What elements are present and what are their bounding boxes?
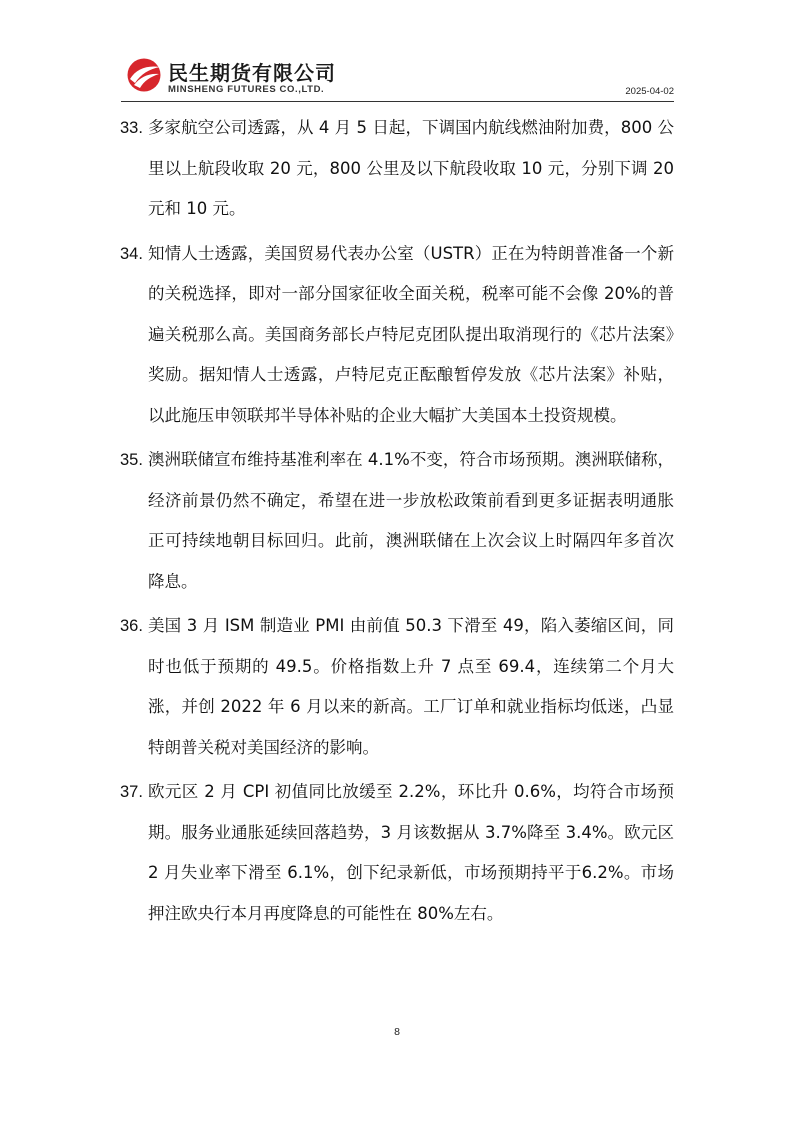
news-item-33 xyxy=(120,108,674,230)
page-header xyxy=(121,56,674,102)
company-name-cn: 民生期货有限公司 xyxy=(168,61,336,85)
item-number: 34. xyxy=(120,244,143,263)
item-text: 多家航空公司透露，从 4 月 5 日起，下调国内航线燃油附加费，800 公里以上航段收取 20 元，800 公里及以下航段收取 10 元，分别下调 20 元和 10 元。 xyxy=(148,118,674,218)
company-name-en: MINSHENG FUTURES CO.,LTD. xyxy=(168,84,325,95)
report-date: 2025-04-02 xyxy=(625,86,674,97)
item-number: 35. xyxy=(120,451,143,469)
item-text: 澳洲联储宣布维持基准利率在 4.1%不变，符合市场预期。澳洲联储称，经济前景仍然不确定，希望在进一步放松政策前看到更多证据表明通胀正可持续地朝目标回归。此前，澳洲联储在上次会议上时隔四年多首次降息。 xyxy=(148,450,674,591)
news-item-35 xyxy=(120,440,674,602)
item-number: 36. xyxy=(120,617,143,635)
news-item-37 xyxy=(120,772,674,934)
item-text: 欧元区 2 月 CPI 初值同比放缓至 2.2%，环比升 0.6%，均符合市场预期。服务业通胀延续回落趋势，3 月该数据从 3.7%降至 3.4%。欧元区 2 月失业率下滑至 6.1%，创下纪录新低，市场预期持平于6.2%。市场押注欧央行本月再度降息的可能性在 80%左右。 xyxy=(148,782,674,923)
item-text: 知情人士透露，美国贸易代表办公室（USTR）正在为特朗普准备一个新的关税选择，即对一部分国家征收全面关税，税率可能不会像 20%的普遍关税那么高。美国商务部长卢特尼克团队提出取消现行的《芯片法案》奖励。据知情人士透露，卢特尼克正酝酿暂停发放《芯片法案》补贴，以此施压申领联邦半导体补贴的企业大幅扩大美国本土投资规模。 xyxy=(148,243,674,425)
header-divider xyxy=(121,101,674,102)
item-number: 37. xyxy=(120,783,143,801)
news-list xyxy=(120,108,674,938)
item-text: 美国 3 月 ISM 制造业 PMI 由前值 50.3 下滑至 49，陷入萎缩区间，同时也低于预期的 49.5。价格指数上升 7 点至 69.4，连续第二个月大涨，并创 2022 年 6 月以来的新高。工厂订单和就业指标均低迷，凸显特朗普关税对美国经济的影响。 xyxy=(148,616,674,757)
minsheng-logo-icon xyxy=(125,57,163,93)
page-number: 8 xyxy=(394,1026,400,1038)
news-item-36 xyxy=(120,606,674,768)
item-number: 33. xyxy=(120,119,143,137)
news-item-34 xyxy=(120,234,674,437)
